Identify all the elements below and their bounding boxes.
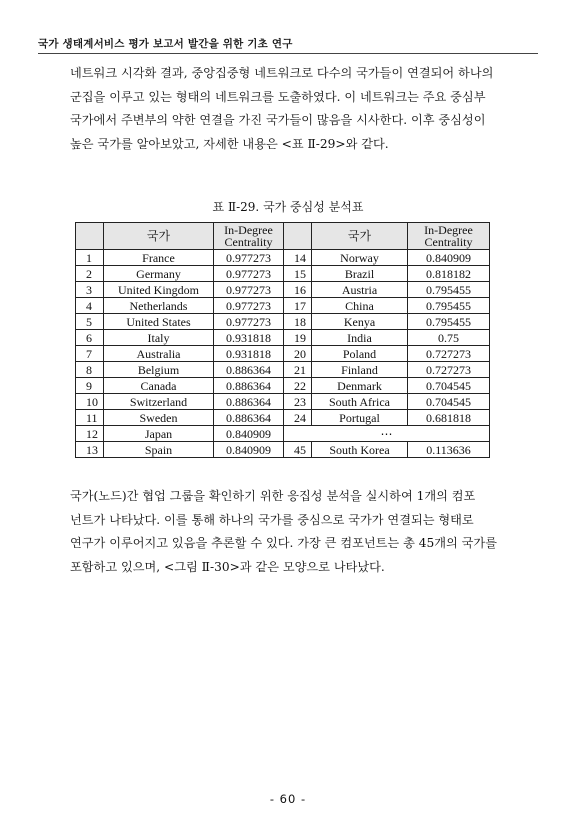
centrality-cell: 0.681818 bbox=[408, 410, 490, 426]
table-row bbox=[76, 394, 490, 410]
paragraph-line: 군집을 이루고 있는 형태의 네트워크를 도출하였다. 이 네트워크는 주요 중심부 bbox=[70, 89, 486, 104]
paragraph-line: 국가(노드)간 협업 그룹을 확인하기 위한 응집성 분석을 실시하여 1개의 컴포 bbox=[70, 489, 476, 503]
centrality-cell: 0.840909 bbox=[408, 250, 490, 266]
centrality-cell: 0.977273 bbox=[214, 314, 284, 330]
country-cell: Portugal bbox=[312, 410, 408, 426]
header-rank bbox=[284, 223, 312, 250]
country-cell: Netherlands bbox=[104, 298, 214, 314]
centrality-cell: 0.886364 bbox=[214, 378, 284, 394]
rank-cell: 19 bbox=[284, 330, 312, 346]
header-metric-line1: In-Degree bbox=[424, 223, 473, 237]
country-cell: Spain bbox=[104, 442, 214, 458]
paragraph-network-visualization bbox=[70, 62, 514, 156]
country-cell: Germany bbox=[104, 266, 214, 282]
country-cell: India bbox=[312, 330, 408, 346]
centrality-cell: 0.795455 bbox=[408, 282, 490, 298]
ellipsis-cell: ⋯ bbox=[284, 426, 490, 442]
paragraph-line: 넌트가 나타났다. 이를 통해 하나의 국가를 중심으로 국가가 연결되는 형태로 bbox=[70, 512, 474, 527]
centrality-cell: 0.704545 bbox=[408, 378, 490, 394]
centrality-cell: 0.840909 bbox=[214, 426, 284, 442]
paragraph-line: 네트워크 시각화 결과, 중앙집중형 네트워크로 다수의 국가들이 연결되어 하나의 bbox=[70, 66, 494, 80]
table-row bbox=[76, 250, 490, 266]
centrality-cell: 0.727273 bbox=[408, 346, 490, 362]
table-caption: 표 Ⅱ-29. 국가 중심성 분석표 bbox=[212, 200, 364, 214]
country-cell: Japan bbox=[104, 426, 214, 442]
centrality-cell: 0.931818 bbox=[214, 330, 284, 346]
rank-cell: 1 bbox=[76, 250, 104, 266]
table-row bbox=[76, 410, 490, 426]
country-cell: Denmark bbox=[312, 378, 408, 394]
centrality-cell: 0.931818 bbox=[214, 346, 284, 362]
rank-cell: 17 bbox=[284, 298, 312, 314]
paragraph-line: 국가에서 주변부의 약한 연결을 가진 국가들이 많음을 시사한다. 이후 중심성이 bbox=[70, 113, 486, 128]
rank-cell: 6 bbox=[76, 330, 104, 346]
paragraph-line: 높은 국가를 알아보았고, 자세한 내용은 <표 Ⅱ-29>와 같다. bbox=[70, 136, 389, 151]
centrality-cell: 0.795455 bbox=[408, 298, 490, 314]
rank-cell: 3 bbox=[76, 282, 104, 298]
table-row bbox=[76, 330, 490, 346]
country-cell: Australia bbox=[104, 346, 214, 362]
rank-cell: 8 bbox=[76, 362, 104, 378]
centrality-cell: 0.727273 bbox=[408, 362, 490, 378]
rank-cell: 24 bbox=[284, 410, 312, 426]
table-row bbox=[76, 378, 490, 394]
centrality-cell: 0.113636 bbox=[408, 442, 490, 458]
country-cell: Sweden bbox=[104, 410, 214, 426]
table-body bbox=[76, 250, 490, 458]
rank-cell: 14 bbox=[284, 250, 312, 266]
rank-cell: 15 bbox=[284, 266, 312, 282]
header-country: 국가 bbox=[104, 223, 214, 250]
rank-cell: 16 bbox=[284, 282, 312, 298]
country-cell: Norway bbox=[312, 250, 408, 266]
country-cell: Austria bbox=[312, 282, 408, 298]
country-cell: United Kingdom bbox=[104, 282, 214, 298]
centrality-cell: 0.886364 bbox=[214, 410, 284, 426]
country-cell: Poland bbox=[312, 346, 408, 362]
country-cell: France bbox=[104, 250, 214, 266]
header-metric-line1: In-Degree bbox=[224, 223, 273, 237]
centrality-cell: 0.977273 bbox=[214, 250, 284, 266]
rank-cell: 20 bbox=[284, 346, 312, 362]
rank-cell: 18 bbox=[284, 314, 312, 330]
header-rank bbox=[76, 223, 104, 250]
rank-cell: 4 bbox=[76, 298, 104, 314]
table-row bbox=[76, 362, 490, 378]
rank-cell: 45 bbox=[284, 442, 312, 458]
rank-cell: 5 bbox=[76, 314, 104, 330]
country-cell: Italy bbox=[104, 330, 214, 346]
table-row bbox=[76, 442, 490, 458]
rank-cell: 2 bbox=[76, 266, 104, 282]
country-cell: Finland bbox=[312, 362, 408, 378]
header-metric-line2: Centrality bbox=[224, 235, 273, 249]
centrality-cell: 0.977273 bbox=[214, 298, 284, 314]
centrality-cell: 0.795455 bbox=[408, 314, 490, 330]
centrality-cell: 0.840909 bbox=[214, 442, 284, 458]
country-cell: Kenya bbox=[312, 314, 408, 330]
header-country: 국가 bbox=[312, 223, 408, 250]
centrality-table bbox=[75, 222, 490, 458]
country-cell: Belgium bbox=[104, 362, 214, 378]
rank-cell: 23 bbox=[284, 394, 312, 410]
header-metric bbox=[214, 223, 284, 250]
country-cell: South Korea bbox=[312, 442, 408, 458]
paragraph-line: 연구가 이루어지고 있음을 추론할 수 있다. 가장 큰 컴포넌트는 총 45개의 국가를 bbox=[70, 536, 497, 551]
header-rule bbox=[38, 53, 538, 54]
centrality-cell: 0.818182 bbox=[408, 266, 490, 282]
rank-cell: 21 bbox=[284, 362, 312, 378]
table-row bbox=[76, 266, 490, 282]
table-header-row bbox=[76, 223, 490, 250]
country-cell: China bbox=[312, 298, 408, 314]
running-header: 국가 생태계서비스 평가 보고서 발간을 위한 기초 연구 bbox=[38, 38, 293, 50]
table-row bbox=[76, 282, 490, 298]
country-cell: United States bbox=[104, 314, 214, 330]
country-cell: South Africa bbox=[312, 394, 408, 410]
rank-cell: 9 bbox=[76, 378, 104, 394]
table-row bbox=[76, 314, 490, 330]
rank-cell: 13 bbox=[76, 442, 104, 458]
centrality-cell: 0.704545 bbox=[408, 394, 490, 410]
centrality-cell: 0.977273 bbox=[214, 266, 284, 282]
rank-cell: 12 bbox=[76, 426, 104, 442]
header-metric bbox=[408, 223, 490, 250]
paragraph-cohesion-analysis bbox=[70, 485, 514, 579]
rank-cell: 10 bbox=[76, 394, 104, 410]
page-number: - 60 - bbox=[269, 792, 307, 806]
centrality-cell: 0.75 bbox=[408, 330, 490, 346]
table-row bbox=[76, 298, 490, 314]
header-metric-line2: Centrality bbox=[424, 235, 473, 249]
country-cell: Canada bbox=[104, 378, 214, 394]
table-row bbox=[76, 426, 490, 442]
centrality-cell: 0.886364 bbox=[214, 362, 284, 378]
country-cell: Brazil bbox=[312, 266, 408, 282]
rank-cell: 11 bbox=[76, 410, 104, 426]
centrality-cell: 0.977273 bbox=[214, 282, 284, 298]
paragraph-line: 포함하고 있으며, <그림 Ⅱ-30>과 같은 모양으로 나타났다. bbox=[70, 559, 385, 574]
rank-cell: 22 bbox=[284, 378, 312, 394]
table-row bbox=[76, 346, 490, 362]
rank-cell: 7 bbox=[76, 346, 104, 362]
centrality-cell: 0.886364 bbox=[214, 394, 284, 410]
country-cell: Switzerland bbox=[104, 394, 214, 410]
